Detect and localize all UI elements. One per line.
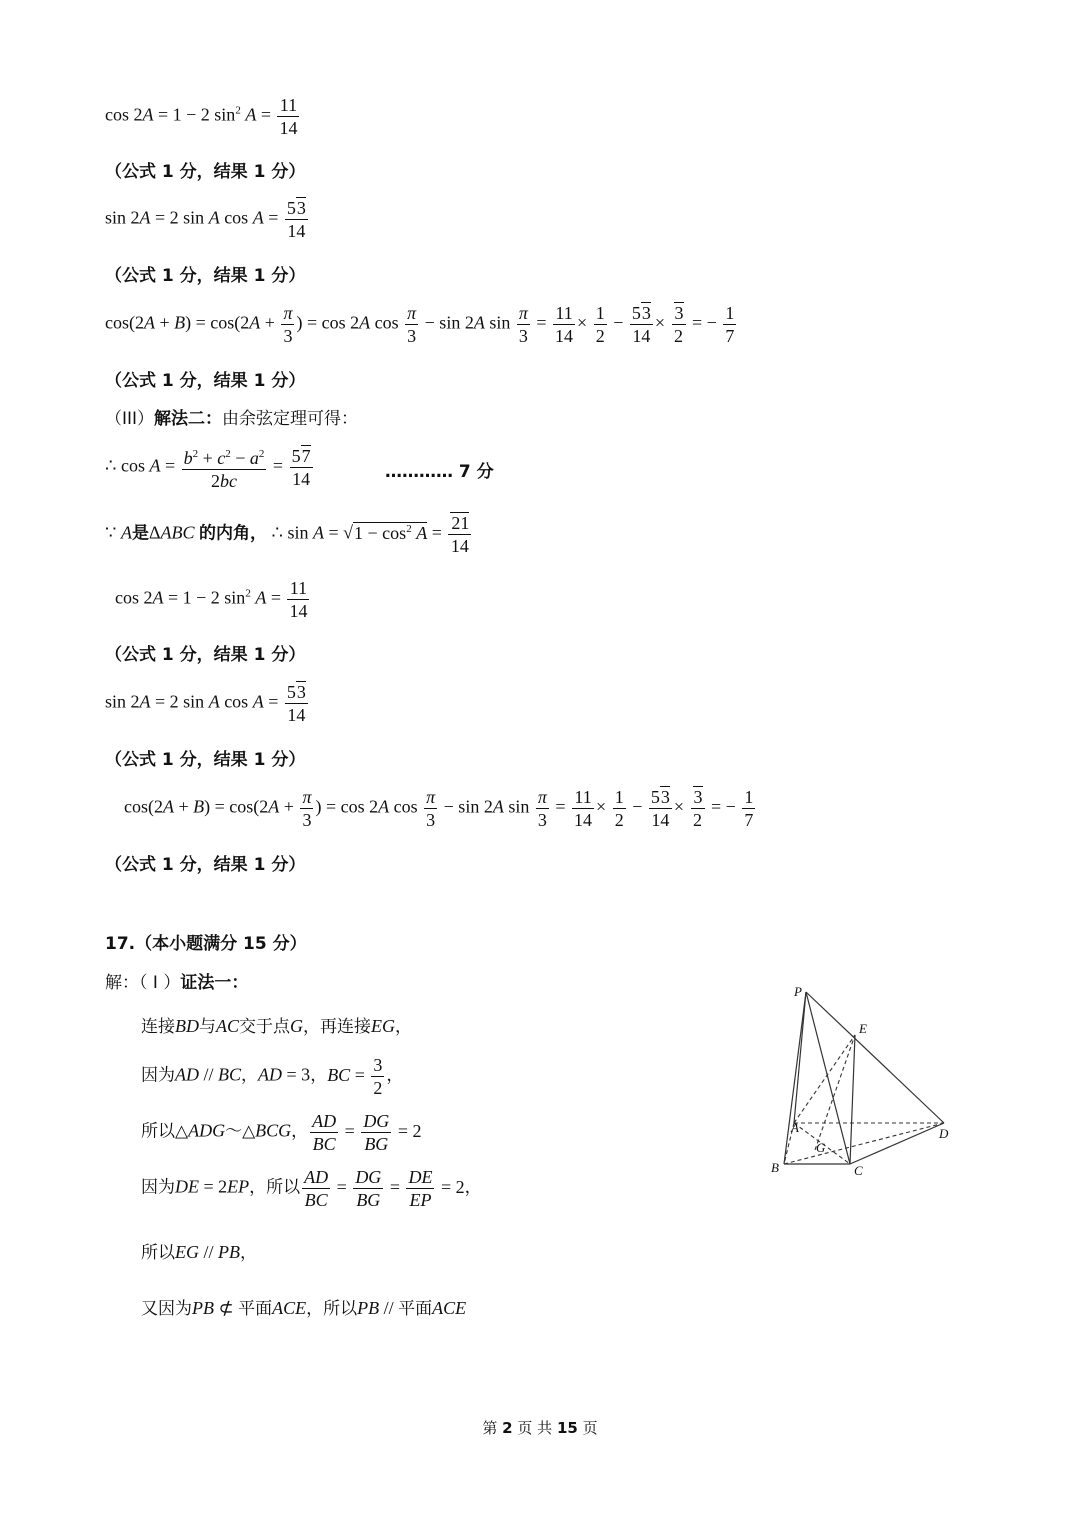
- proof-line-2: 因为AD // BC，AD = 3，BC = $\frac{3}{2}$ ，: [141, 1055, 404, 1098]
- method-title: 解法二：: [154, 409, 223, 429]
- score-note: （公式 1 分，结果 1 分）: [105, 371, 306, 391]
- solution-prefix: 解：（ I ）: [105, 973, 181, 993]
- page-footer: 第 2 页 共 15 页: [482, 1419, 598, 1437]
- label-P: P: [794, 984, 802, 999]
- formula-cos2A-1: cos 2A = 1 − 2 $\sin^2 A$ = $\frac{11}{14}$: [105, 95, 298, 138]
- proof-title: 证法一：: [180, 973, 249, 993]
- formula-sin2A-1: sin 2A = 2 sin A cos A = $\frac{53}{14}$: [105, 198, 306, 241]
- score-note: （公式 1 分，结果 1 分）: [105, 162, 306, 182]
- question-17-title: 17.（本小题满分 15 分）: [105, 934, 307, 954]
- label-D: D: [939, 1126, 949, 1141]
- page-total: 15: [556, 1419, 578, 1437]
- formula-cos2AB-1: cos(2A + B) = cos(2A + $\frac{\pi}{3}$ ) = cos 2A cos $\frac{\pi}{3}$ − sin 2A sin $\frac{\pi}{3}$ = $\frac{11}{14}$ × $\frac{1}{2}$ − $\frac{53}{14}$ × $\frac{3}{2}$ = − $\frac{1}{7}$: [105, 303, 735, 346]
- proof-line-1: 连接BD与AC交于点G，再连接EG，: [141, 1016, 413, 1037]
- page-number: 2: [502, 1419, 513, 1437]
- q17-solution-head: [105, 968, 248, 993]
- formula-cos2A-2: cos 2A = 1 − 2 $\sin^2 A$ = $\frac{11}{14}$: [115, 578, 308, 621]
- proof-line-4: 因为DE = 2EP，所以 $\frac{AD}{BC}$ = $\frac{DG}{BG}$ = $\frac{DE}{EP}$ = 2，: [141, 1167, 482, 1210]
- reason-text-2: 的内角，: [199, 523, 268, 544]
- reason-text-1: 是: [131, 523, 149, 544]
- formula-sin2A-2: sin 2A = 2 sin A cos A = $\frac{53}{14}$: [105, 682, 306, 725]
- label-E: E: [859, 1021, 867, 1036]
- label-A: A: [791, 1120, 799, 1135]
- proof-line-6: 又因为PB ⊄ 平面ACE，所以PB // 平面ACE: [141, 1298, 467, 1319]
- score-note: （公式 1 分，结果 1 分）: [105, 645, 306, 665]
- score-note: （公式 1 分，结果 1 分）: [105, 855, 306, 875]
- label-B: B: [771, 1160, 779, 1175]
- formula-cos2AB-2: cos(2A + B) = cos(2A + $\frac{\pi}{3}$ ) = cos 2A cos $\frac{\pi}{3}$ − sin 2A sin $\frac{\pi}{3}$ = $\frac{11}{14}$ × $\frac{1}{2}$ − $\frac{53}{14}$ × $\frac{3}{2}$ = − $\frac{1}{7}$: [124, 787, 754, 830]
- label-C: C: [854, 1163, 863, 1178]
- formula-cosA: ∴ cos A = $\frac{b^2 + c^2 - a^2}{2bc}$ = $\frac{57}{14}$: [105, 443, 315, 492]
- formula-sinA: ∵ A是ΔABC 的内角， ∴ $\sin A = √1 - \cos^2 A$ = $\frac{21}{14}$: [105, 513, 470, 556]
- pyramid-figure: [760, 980, 960, 1180]
- points-7: ………… 7 分: [385, 462, 494, 482]
- label-G: G: [816, 1140, 826, 1155]
- proof-line-5: 所以EG // PB，: [141, 1242, 258, 1263]
- part3-method2: [105, 404, 358, 429]
- part-prefix: （III）: [105, 409, 155, 429]
- score-note: （公式 1 分，结果 1 分）: [105, 266, 306, 286]
- score-note: （公式 1 分，结果 1 分）: [105, 750, 306, 770]
- method-text: 由余弦定理可得：: [222, 409, 359, 429]
- proof-line-3: 所以△ADG～△BCG， $\frac{AD}{BC}$ = $\frac{DG}{BG}$ = 2: [141, 1111, 422, 1154]
